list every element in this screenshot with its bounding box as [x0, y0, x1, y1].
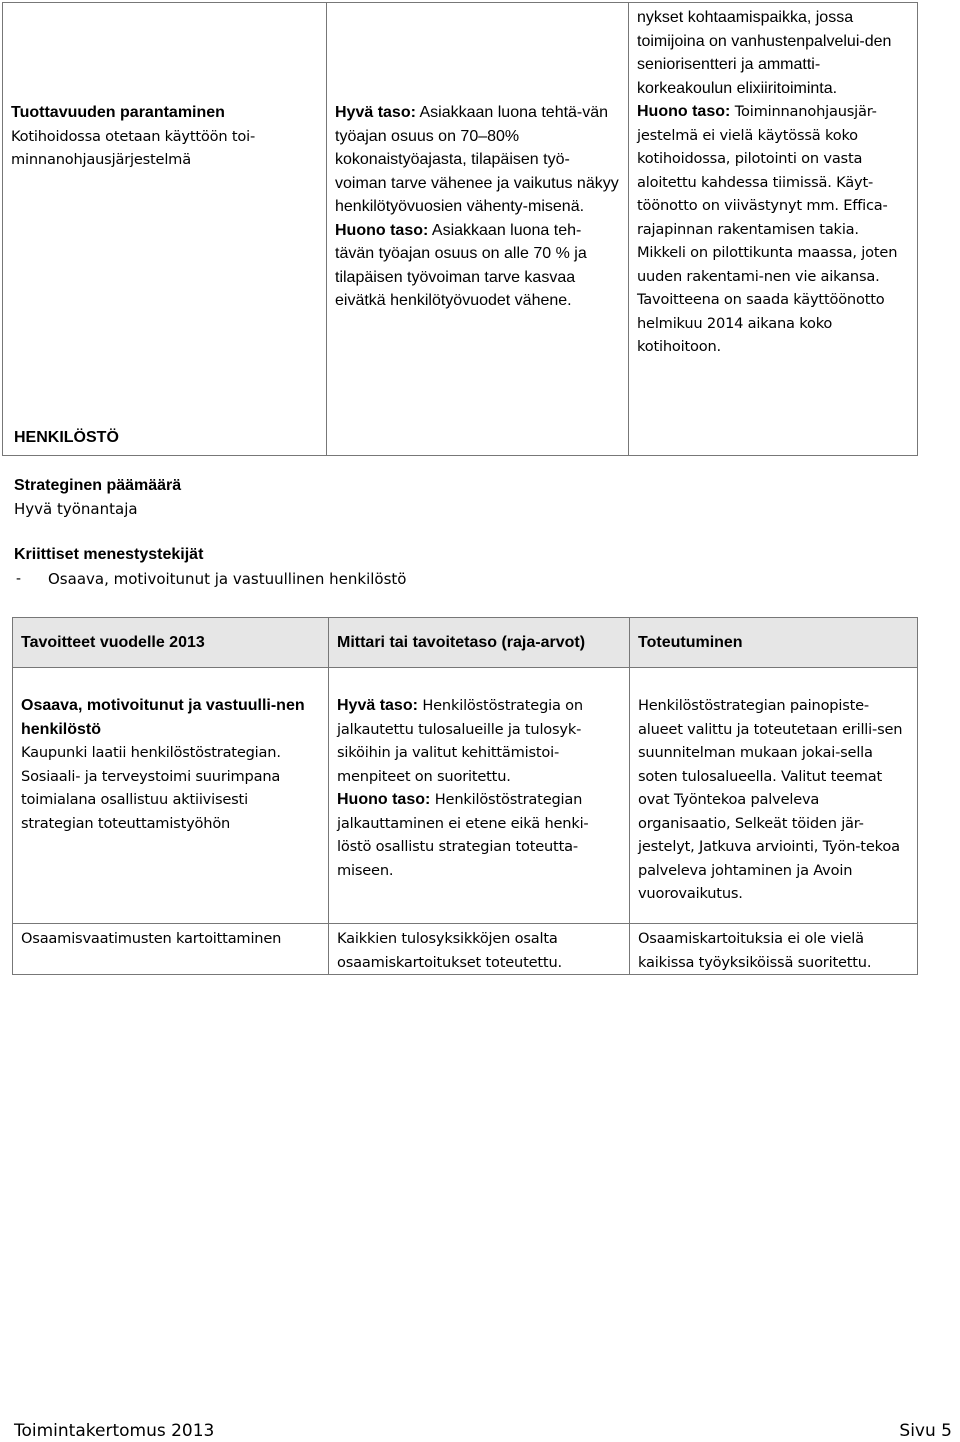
good-level-text: Asiakkaan luona tehtä-vän työajan osuus on 70‒80% kokonaistyöajasta, tilapäisen työ-voiman tarve vähenee ja vaikutus näkyy henkilötyövuosien vähenty-misenä. [335, 104, 619, 215]
result-cell [629, 3, 918, 456]
table-row [13, 668, 918, 924]
measure-text: Kaikkien tulosyksikköjen osalta osaamiskartoitukset toteutettu. [337, 930, 562, 971]
bad-level-text: Henkilöstöstrategian jalkauttaminen ei etene eikä henki-löstö osallistu strategian toteutta-miseen. [337, 791, 589, 879]
section-title: HENKILÖSTÖ [14, 429, 119, 446]
header-goals: Tavoitteet vuodelle 2013 [13, 618, 329, 668]
footer-document-title: Toimintakertomus 2013 [14, 1421, 215, 1441]
result-cell [630, 668, 918, 924]
bad-level-text: Asiakkaan luona teh-tävän työajan osuus on alle 70 % ja tilapäisen työvoiman tarve kasvaa eivätkä henkilötyövuodet vähene. [335, 221, 587, 309]
measure-cell [329, 668, 630, 924]
list-bullet: - [16, 570, 21, 587]
strategic-goal-heading: Strateginen päämäärä [14, 477, 182, 494]
goal-title: Osaava, motivoitunut ja vastuulli-nen henkilöstö [21, 697, 305, 738]
bad-level-label: Huono taso: [335, 221, 429, 239]
header-measure: Mittari tai tavoitetaso (raja-arvot) [329, 618, 630, 668]
strategic-goal-text: Hyvä työnantaja [14, 500, 138, 518]
goal-text: Kaupunki laatii henkilöstöstrategian. Sosiaali- ja terveystoimi suurimpana toimialana osallistuu aktiivisesti strategian toteuttamistyöhön [21, 744, 281, 832]
result-text: Osaamiskartoituksia ei ole vielä kaikissa työyksiköissä suoritettu. [638, 930, 872, 971]
good-level-label: Hyvä taso: [335, 104, 416, 121]
critical-factor-item: Osaava, motivoitunut ja vastuullinen henkilöstö [48, 570, 407, 588]
result-cell [630, 924, 918, 975]
good-level-text: Henkilöstöstrategia on jalkautettu tulosalueille ja tulosyk-siköihin ja valitut kehittämistoi-menpiteet on suoritettu. [337, 697, 583, 785]
bad-level-label: Huono taso: [637, 103, 731, 120]
goal-cell [3, 3, 327, 456]
table-row [13, 924, 918, 975]
critical-factors-heading: Kriittiset menestystekijät [14, 546, 204, 563]
table-header-row [13, 618, 918, 668]
bad-level-label: Huono taso: [337, 791, 431, 808]
goal-cell [13, 924, 329, 975]
measure-cell [329, 924, 630, 975]
goal-text: Osaamisvaatimusten kartoittaminen [21, 930, 282, 947]
footer-page-number: Sivu 5 [899, 1421, 952, 1441]
header-result: Toteutuminen [630, 618, 918, 668]
result-continued-text: nykset kohtaamispaikka, jossa toimijoina on vanhustenpalvelui-den seniorisentteri ja ammatti-korkeakoulun elixiiritoiminta. [637, 9, 892, 97]
top-table [2, 2, 918, 456]
goal-cell [13, 668, 329, 924]
measure-cell [327, 3, 629, 456]
bad-level-text: Toiminnanohjausjär-jestelmä ei vielä käytössä koko kotihoidossa, pilotointi on vasta aloitettu kahdessa tiimissä. Käyt-töönotto on viivästynyt mm. Effica-rajapinnan rakentamisen takia. Mikkeli on pilottikunta maassa, joten uuden rakentami-nen vie aikansa. Tavoitteena on saada käyttöönotto helmikuu 2014 aikana koko kotihoitoon. [637, 103, 898, 355]
result-text: Henkilöstöstrategian painopiste-alueet valittu ja toteutetaan erilli-sen suunnitelman mukaan jokai-sella soten tulosalueella. Valitut teemat ovat Työntekoa palveleva organisaatio, Selkeät töiden jär-jestelyt, Jatkuva arviointi, Työn-tekoa palveleva johtaminen ja Avoin vuorovaikutus. [638, 697, 903, 902]
goals-table [12, 617, 918, 975]
goal-text: Kotihoidossa otetaan käyttöön toi-minnanohjausjärjestelmä [11, 127, 256, 168]
goal-title: Tuottavuuden parantaminen [11, 104, 225, 121]
table-row [3, 3, 918, 456]
good-level-label: Hyvä taso: [337, 697, 418, 714]
